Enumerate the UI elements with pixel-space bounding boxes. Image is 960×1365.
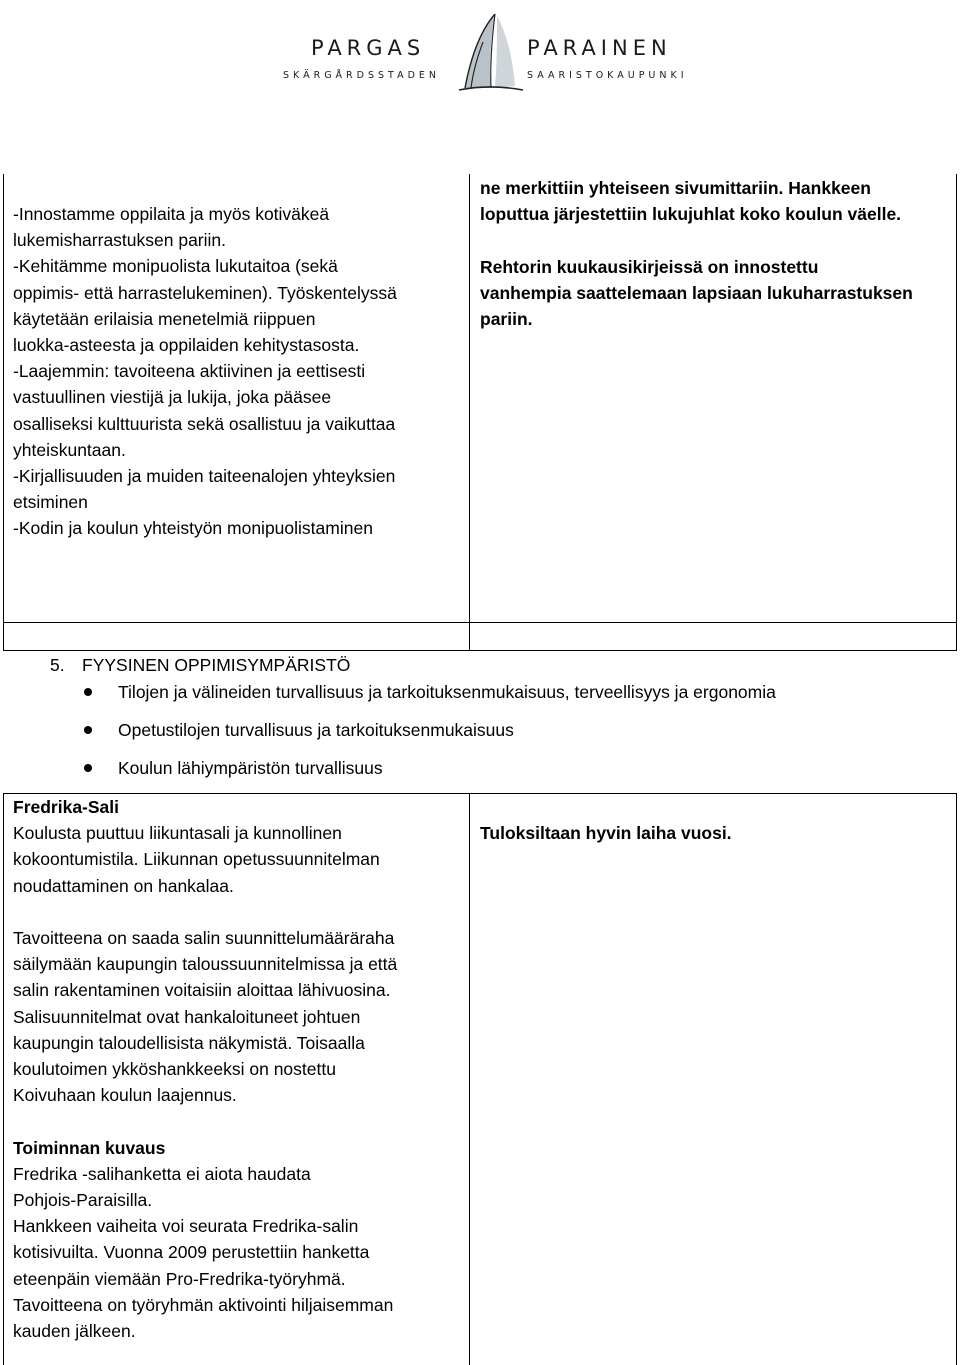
logo-right-name: PARAINEN xyxy=(527,36,672,60)
text-line: kauden jälkeen. xyxy=(13,1321,136,1342)
text-line: kotisivuilta. Vuonna 2009 perustettiin hanketta xyxy=(13,1242,370,1263)
list-item: Koulun lähiympäristön turvallisuus xyxy=(80,755,776,781)
bullet-icon xyxy=(84,764,92,772)
text-line: osalliseksi kulttuurista sekä osallistuu ja vaikuttaa xyxy=(13,413,396,434)
table1-right-cell xyxy=(480,175,913,332)
text-line: noudattaminen on hankalaa. xyxy=(13,875,234,896)
text-line: loputtua järjestettiin lukujuhlat koko koulun väelle. xyxy=(480,204,902,225)
spacer xyxy=(480,227,913,253)
text-line: oppimis- että harrastelukeminen). Työskentelyssä xyxy=(13,282,397,303)
text-line: eteenpäin viemään Pro-Fredrika-työryhmä. xyxy=(13,1268,346,1289)
table1-left-border xyxy=(3,174,4,650)
table2-middle-border xyxy=(469,793,470,1365)
text-line: vanhempia saattelemaan lapsiaan lukuharrastuksen xyxy=(480,282,913,303)
section-number: 5. xyxy=(50,655,65,675)
sail-icon xyxy=(455,12,527,94)
text-line: lukemisharrastuksen pariin. xyxy=(13,230,227,251)
list-item: Opetustilojen turvallisuus ja tarkoituksenmukaisuus xyxy=(80,717,776,743)
table1-left-cell xyxy=(13,201,397,542)
table2-right-border xyxy=(956,793,957,1365)
text-line: kokoontumistila. Liikunnan opetussuunnitelman xyxy=(13,849,380,870)
text-line: säilymään kaupungin taloussuunnitelmissa ja että xyxy=(13,954,398,975)
text-line: Koulusta puuttuu liikuntasali ja kunnollinen xyxy=(13,823,342,844)
spacer xyxy=(13,899,397,925)
text-line: etsiminen xyxy=(13,492,88,513)
text-line: -Laajemmin: tavoiteena aktiivinen ja eettisesti xyxy=(13,361,366,382)
text-line: Rehtorin kuukausikirjeissä on innostettu xyxy=(480,256,819,277)
text-line: kaupungin taloudellisista näkymistä. Toisaalla xyxy=(13,1032,365,1053)
text-line: Tavoitteena on työryhmän aktivointi hiljaisemman xyxy=(13,1294,394,1315)
text-line: -Kirjallisuuden ja muiden taiteenalojen yhteyksien xyxy=(13,466,396,487)
section-title: FYYSINEN OPPIMISYMPÄRISTÖ xyxy=(82,655,351,675)
header-logo xyxy=(0,0,960,110)
text-line: koulutoimen ykköshankkeeksi on nostettu xyxy=(13,1059,336,1080)
section-heading xyxy=(50,652,350,678)
bullet-icon xyxy=(84,726,92,734)
section-bullet-list xyxy=(80,678,776,781)
text-line: Tavoitteena on saada salin suunnittelumääräraha xyxy=(13,928,395,948)
text-line: Pohjois-Paraisilla. xyxy=(13,1190,153,1211)
table2-left-border xyxy=(3,793,4,1365)
text-line: vastuullinen viestijä ja lukija, joka pääsee xyxy=(13,387,332,408)
subheading-toiminnan-kuvaus: Toiminnan kuvaus xyxy=(13,1137,166,1158)
text-line: käytetään erilaisia menetelmiä riippuen xyxy=(13,308,316,329)
text-line: -Kodin ja koulun yhteistyön monipuolistaminen xyxy=(13,518,373,539)
result-text: Tuloksiltaan hyvin laiha vuosi. xyxy=(480,823,732,843)
text-line: Salisuunnitelmat ovat hankaloituneet johtuen xyxy=(13,1006,361,1027)
text-line: -Innostamme oppilaita ja myös kotiväkeä xyxy=(13,204,330,224)
table1-right-border xyxy=(956,174,957,650)
table1-bottom-border xyxy=(3,650,957,651)
text-line: pariin. xyxy=(480,309,533,329)
logo-left-name: PARGAS xyxy=(311,36,426,60)
text-line: ne merkittiin yhteiseen sivumittariin. Hankkeen xyxy=(480,178,871,198)
table1-row-divider xyxy=(3,622,957,623)
text-line: salin rakentaminen voitaisiin aloittaa lähivuosina. xyxy=(13,980,391,1001)
text-line: Fredrika -salihanketta ei aiota haudata xyxy=(13,1163,311,1184)
list-item: Tilojen ja välineiden turvallisuus ja tarkoituksenmukaisuus, terveellisyys ja ergonomia xyxy=(80,679,776,705)
text-line: yhteiskuntaan. xyxy=(13,439,126,460)
logo-right-subtitle: SAARISTOKAUPUNKI xyxy=(527,70,688,81)
text-line: Koivuhaan koulun laajennus. xyxy=(13,1085,237,1106)
text-line: luokka-asteesta ja oppilaiden kehitystasosta. xyxy=(13,335,360,356)
logo-left-subtitle: SKÄRGÅRDSSTADEN xyxy=(283,70,441,81)
spacer xyxy=(13,1108,397,1134)
subheading-fredrika-sali: Fredrika-Sali xyxy=(13,797,120,817)
table1-middle-border xyxy=(469,174,470,650)
bullet-icon xyxy=(84,688,92,696)
text-line: -Kehitämme monipuolista lukutaitoa (sekä xyxy=(13,256,338,277)
text-line: Hankkeen vaiheita voi seurata Fredrika-salin xyxy=(13,1216,359,1237)
table2-right-cell xyxy=(480,820,732,846)
table2-left-cell xyxy=(13,794,397,1344)
